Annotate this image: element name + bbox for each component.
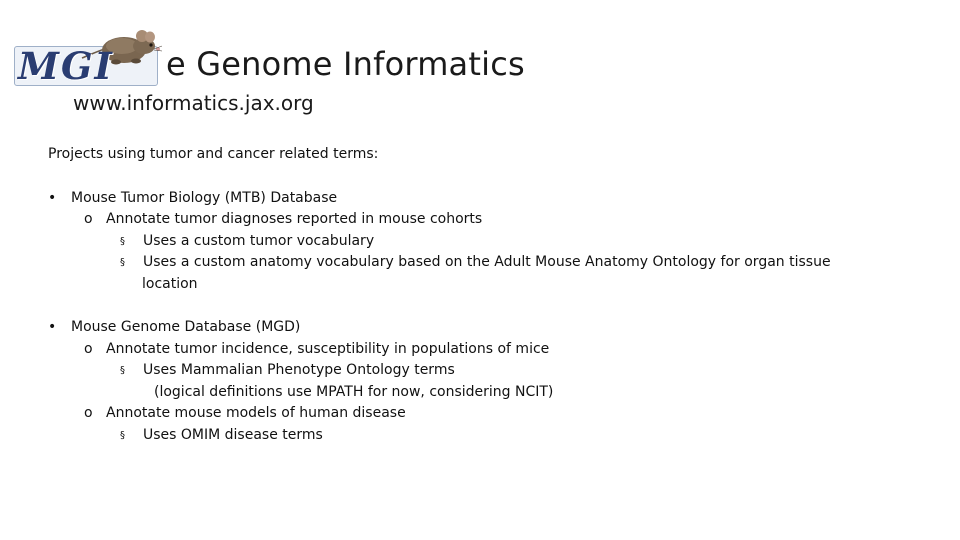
bullet-marker: § (120, 429, 125, 441)
list-item-label: Mouse Genome Database (MGD) (71, 319, 301, 335)
list-item-label: Uses OMIM disease terms (143, 426, 323, 443)
bullet-marker: o (84, 405, 93, 421)
list-item-mtb-tumor-vocab (48, 231, 928, 253)
list-item-label: Uses Mammalian Phenotype Ontology terms (143, 362, 455, 378)
site-url: www.informatics.jax.org (73, 91, 314, 115)
list-item-label: Mouse Tumor Biology (MTB) Database (71, 189, 338, 206)
list-item-mgd-disease-models (48, 403, 928, 425)
content-body (48, 144, 928, 446)
mgi-logo (14, 24, 162, 86)
list-item-label: Annotate mouse models of human disease (106, 405, 406, 421)
bullet-marker: • (48, 189, 57, 206)
list-item-label: Annotate tumor diagnoses reported in mouse cohorts (106, 211, 483, 227)
bullet-marker: • (48, 319, 57, 335)
list-item-mtb-anatomy-vocab (48, 252, 928, 274)
bullet-marker: o (84, 340, 93, 357)
list-item-mgd-omim (48, 425, 928, 447)
list-item-label: Annotate tumor incidence, susceptibility in populations of mice (106, 340, 550, 357)
bullet-marker: o (84, 211, 93, 227)
list-item-mgd (48, 317, 928, 339)
bullet-marker: § (120, 235, 125, 247)
page-title: e Genome Informatics (166, 45, 525, 83)
list-item-mtb-annotate (48, 209, 928, 231)
logo-text: MGI (18, 44, 114, 88)
list-item-continuation: (logical definitions use MPATH for now, considering NCIT) (154, 383, 554, 400)
list-item-label: Uses a custom anatomy vocabulary based on the Adult Mouse Anatomy Ontology for organ tissue (143, 254, 831, 270)
bullet-marker: § (120, 257, 125, 268)
list-item-mtb (48, 188, 928, 210)
list-item-mgd-incidence (48, 339, 928, 361)
list-item-label: Uses a custom tumor vocabulary (143, 232, 375, 249)
list-item-mgd-mp-terms (48, 360, 928, 382)
intro-text: Projects using tumor and cancer related terms: (48, 146, 379, 162)
list-item-continuation: location (142, 275, 198, 292)
bullet-marker: § (120, 365, 125, 376)
